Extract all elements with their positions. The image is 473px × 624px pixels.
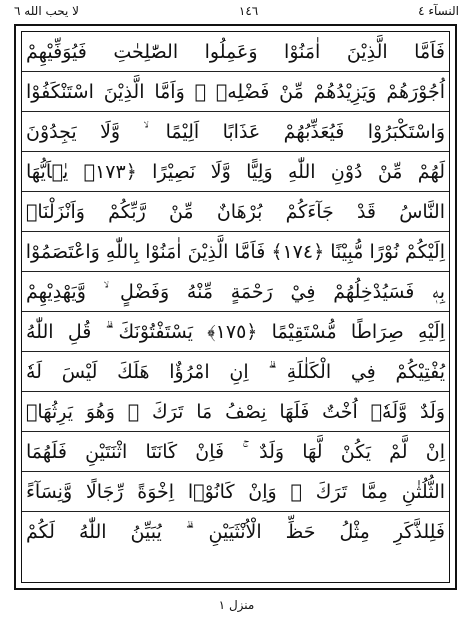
manzil-marker: منزل ١ (218, 598, 255, 612)
verse-line: اِلَيْهِ صِرَاطًا مُّسْتَقِيْمًا ﴿١٧٥﴾ يَسْتَفْتُوْنَكَ ۗ قُلِ اللّٰهُ (22, 312, 449, 352)
verse-line: فَاَمَّا الَّذِيْنَ اٰمَنُوْا وَعَمِلُوا الصّٰلِحٰتِ فَيُوَفِّيْهِمْ (22, 32, 449, 72)
page-number: ١٤٦ (238, 4, 259, 18)
verse-line: وَاسْتَكْبَرُوْا فَيُعَذِّبُهُمْ عَذَابًا اَلِيْمًا ۙ وَّلَا يَجِدُوْنَ (22, 112, 449, 152)
verse-lines (22, 32, 449, 582)
verse-line: الثُّلُثٰنِ مِمَّا تَرَكَ ۚ وَاِنْ كَانُوْۤا اِخْوَةً رِّجَالًا وَّنِسَآءً (22, 472, 449, 512)
verse-line: فَلِلذَّكَرِ مِثْلُ حَظِّ الْاُنْثَيَيْنِ ۗ يُبَيِّنُ اللّٰهُ لَكُمْ (26, 521, 445, 543)
verse-line: لَهُمْ مِّنْ دُوْنِ اللّٰهِ وَلِيًّا وَّلَا نَصِيْرًا ﴿١٧٣﴾ يٰۤاَيُّهَا (22, 152, 449, 192)
verse-line: بِهٖ فَسَيُدْخِلُهُمْ فِيْ رَحْمَةٍ مِّنْهُ وَفَضْلٍ ۙ وَّيَهْدِيْهِمْ (22, 272, 449, 312)
verse-line: اُجُوْرَهُمْ وَيَزِيْدُهُمْ مِّنْ فَضْلِهٖ ۚ وَاَمَّا الَّذِيْنَ اسْتَنْكَفُوْا (22, 72, 449, 112)
verse-line: وَلَدٌ وَّلَهٗۤ اُخْتٌ فَلَهَا نِصْفُ مَا تَرَكَ ۚ وَهُوَ يَرِثُهَاۤ (22, 392, 449, 432)
text-frame (14, 24, 457, 590)
juz-name: لا يحب الله ٦ (14, 4, 80, 18)
surah-name: النسآء ٤ (418, 4, 459, 18)
verse-line: اِلَيْكُمْ نُوْرًا مُّبِيْنًا ﴿١٧٤﴾ فَاَمَّا الَّذِيْنَ اٰمَنُوْا بِاللّٰهِ وَاعْتَصَمُوْا (22, 232, 449, 272)
verse-line: النَّاسُ قَدْ جَآءَكُمْ بُرْهَانٌ مِّنْ رَّبِّكُمْ وَاَنْزَلْنَاۤ (22, 192, 449, 232)
verse-line: يُفْتِيْكُمْ فِي الْكَلٰلَةِ ۗ اِنِ امْرُؤٌا هَلَكَ لَيْسَ لَهٗ (22, 352, 449, 392)
verse-line: اِنْ لَّمْ يَكُنْ لَّهَا وَلَدٌ ۚ فَاِنْ كَانَتَا اثْنَتَيْنِ فَلَهُمَا (22, 432, 449, 472)
page-header (14, 2, 459, 20)
